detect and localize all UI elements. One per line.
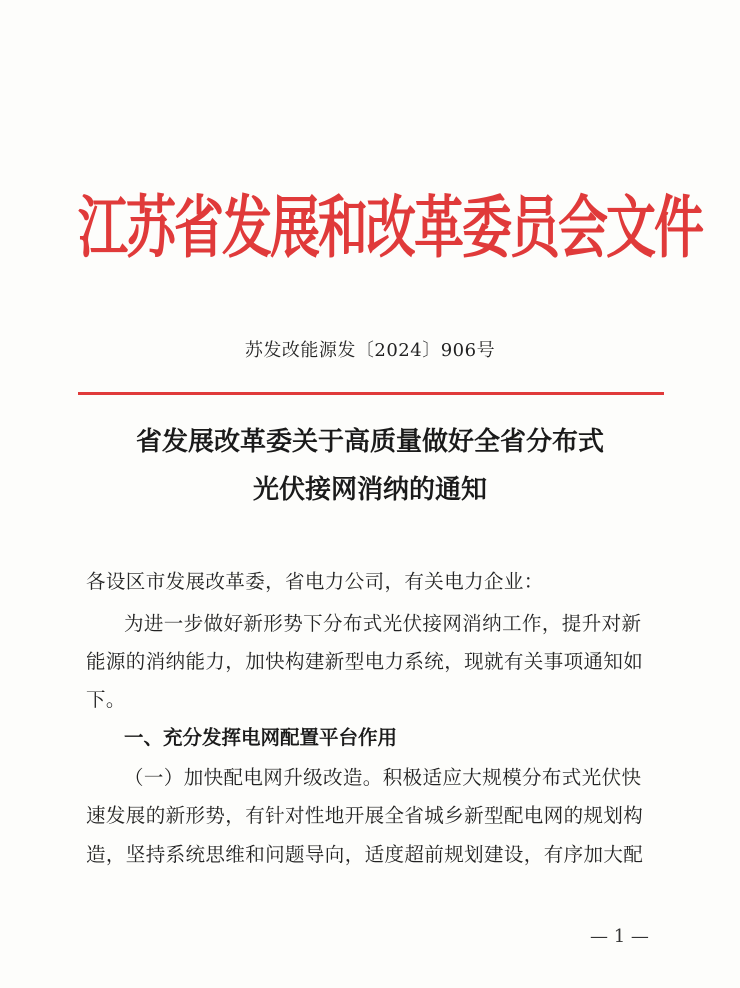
notice-title-line-2: 光伏接网消纳的通知 — [252, 475, 487, 505]
page-number: — 1 — — [590, 926, 649, 947]
salutation: 各设区市发展改革委，省电力公司，有关电力企业： — [86, 570, 544, 593]
intro-line-3: 下。 — [86, 688, 126, 711]
notice-title-line-1: 省发展改革委关于高质量做好全省分布式 — [135, 427, 604, 457]
section-1-item-1-line-3: 造，坚持系统思维和问题导向，适度超前规划建设，有序加大配 — [86, 843, 644, 866]
masthead-title: 江苏省发展和改革委员会文件 — [78, 187, 702, 268]
intro-line-1: 为进一步做好新形势下分布式光伏接网消纳工作，提升对新 — [124, 612, 642, 635]
intro-line-2: 能源的消纳能力，加快构建新型电力系统，现就有关事项通知如 — [86, 650, 644, 673]
document-number: 苏发改能源发〔2024〕906号 — [244, 340, 496, 361]
section-1-heading: 一、充分发挥电网配置平台作用 — [124, 726, 398, 749]
section-1-item-1-line-1: （一）加快配电网升级改造。积极适应大规模分布式光伏快 — [124, 766, 642, 789]
section-1-item-1-line-2: 速发展的新形势，有针对性地开展全省城乡新型配电网的规划构 — [86, 804, 644, 827]
red-separator-line — [78, 392, 664, 395]
